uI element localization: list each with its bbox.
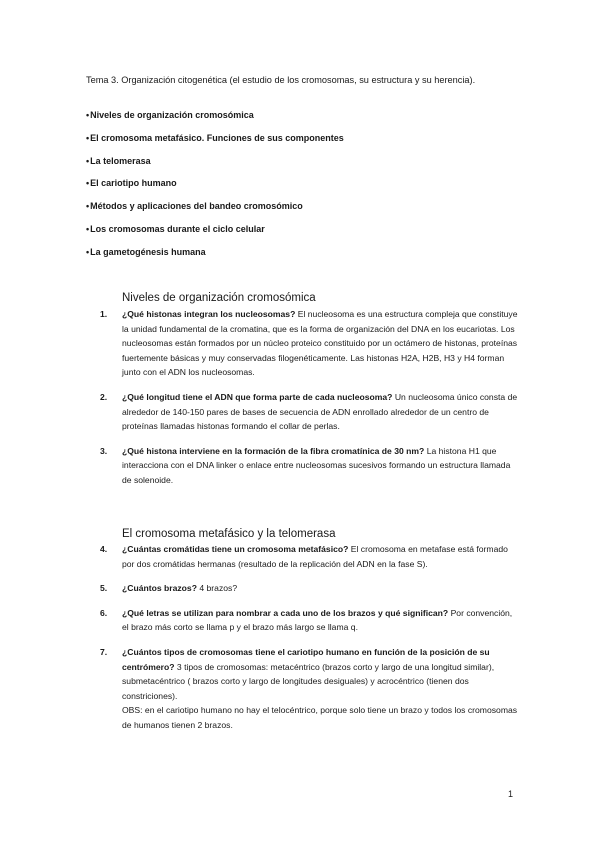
question-item bbox=[100, 307, 520, 380]
question-text: ¿Qué histonas integran los nucleosomas? bbox=[122, 309, 296, 319]
question-item bbox=[100, 390, 520, 434]
question-item bbox=[100, 645, 520, 733]
topic-item: • La telomerasa bbox=[86, 154, 344, 177]
question-text: ¿Qué longitud tiene el ADN que forma parte de cada nucleosoma? bbox=[122, 391, 393, 402]
answer-text: Un nucleosoma único consta de alrededor de 140-150 pares de bases de secuencia de ADN enrollado alrededor de un centro de proteínas llamadas histonas formando el collar de perlas. bbox=[122, 391, 518, 432]
topic-item: • Los cromosomas durante el ciclo celular bbox=[86, 222, 344, 245]
question-text: ¿Qué letras se utilizan para nombrar a cada uno de los brazos y qué significan? bbox=[122, 607, 449, 618]
question-item bbox=[100, 581, 520, 596]
question-text: ¿Cuántos brazos? bbox=[122, 583, 197, 594]
topic-item: • Métodos y aplicaciones del bandeo cromosómico bbox=[86, 199, 344, 222]
topic-list bbox=[86, 108, 344, 268]
question-text: ¿Cuántos tipos de cromosomas tiene el cariotipo humano en función de la posición de su centrómero? bbox=[122, 646, 490, 672]
answer-text: La histona H1 que interacciona con el DNA linker o enlace entre nucleosomas sucesivos formando un estructura llamada de solenoide. bbox=[122, 445, 511, 485]
answer-text: 4 brazos? bbox=[199, 583, 238, 594]
answer-text: Por convención, el brazo más corto se llama p y el brazo más largo se llama q. bbox=[122, 607, 513, 633]
question-number: 7. bbox=[100, 646, 108, 657]
topic-item: • El cromosoma metafásico. Funciones de sus componentes bbox=[86, 131, 344, 154]
answer-text: El cromosoma en metafase está formado por dos cromátidas hermanas (resultado de la replicación del ADN en la fase S). bbox=[122, 544, 508, 569]
answer-text: El nucleosoma es una estructura compleja que constituye la unidad fundamental de la cromatina, que es la forma de organización del DNA en los eucariotas. Los nucleosomas están formados por un núcleo proteico constituido por un octámero de histonas, proteínas fuertemente básicas y muy conservadas filogenéticamente. Las histonas H2A, H2B, H3 y H4 forman junto con el ADN los nucleosomas. bbox=[122, 309, 518, 378]
question-text: ¿Qué histona interviene en la formación de la fibra cromatínica de 30 nm? bbox=[122, 445, 425, 456]
question-text: ¿Cuántas cromátidas tiene un cromosoma metafásico? bbox=[122, 544, 349, 554]
answer-text: 3 tipos de cromosomas: metacéntrico (brazos corto y largo de una longitud similar), submetacéntrico ( brazos corto y largo de longitudes desiguales) y acrocéntrico (tienen dos constriciones). bbox=[122, 661, 495, 701]
observation-note: OBS: en el cariotipo humano no hay el telocéntrico, porque solo tiene un brazo y todos los cromosomas de humanos tienen 2 brazos. bbox=[122, 705, 518, 730]
section-title-niveles: Niveles de organización cromosómica bbox=[122, 292, 316, 304]
question-number: 6. bbox=[100, 607, 108, 618]
page-number: 1 bbox=[508, 789, 514, 799]
question-number: 3. bbox=[100, 445, 108, 456]
question-number: 2. bbox=[100, 391, 108, 402]
question-number: 5. bbox=[100, 583, 108, 594]
page-header: Tema 3. Organización citogenética (el estudio de los cromosomas, su estructura y su herencia). bbox=[86, 75, 476, 85]
topic-item: • La gametogénesis humana bbox=[86, 245, 344, 268]
question-item bbox=[100, 542, 520, 571]
question-list-niveles bbox=[100, 307, 520, 498]
question-list-metafasico bbox=[100, 542, 520, 743]
question-number: 4. bbox=[100, 544, 108, 554]
topic-item: • El cariotipo humano bbox=[86, 176, 344, 199]
question-number: 1. bbox=[100, 309, 108, 319]
section-title-metafasico: El cromosoma metafásico y la telomerasa bbox=[122, 528, 336, 540]
question-item bbox=[100, 444, 520, 488]
topic-item: • Niveles de organización cromosómica bbox=[86, 108, 344, 131]
question-item bbox=[100, 606, 520, 635]
